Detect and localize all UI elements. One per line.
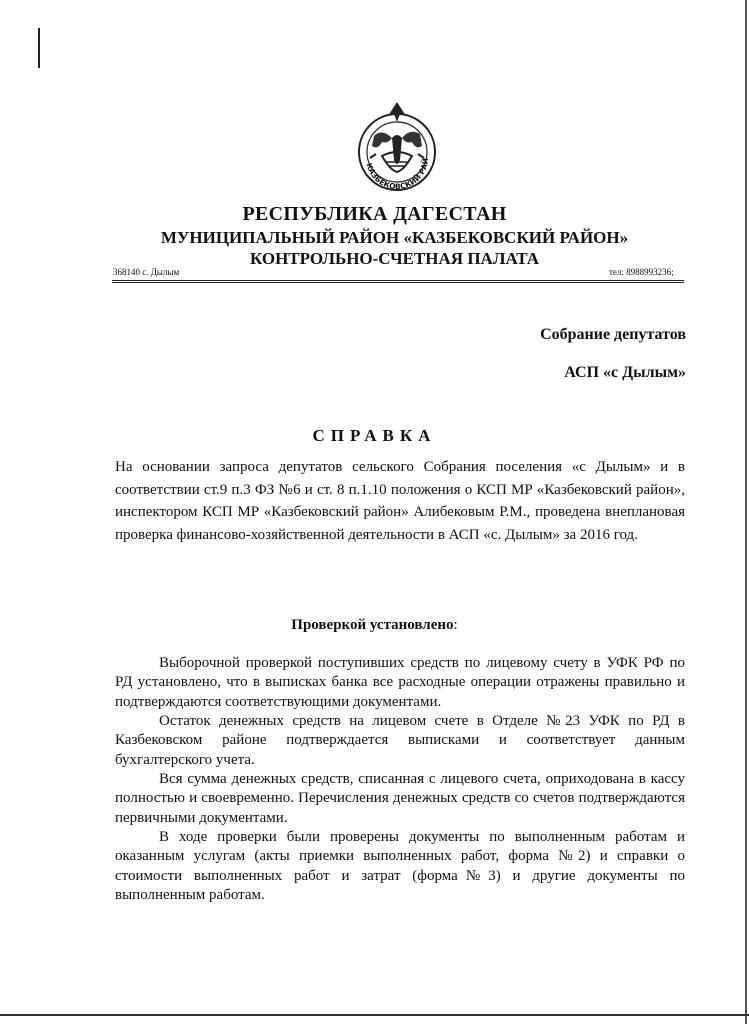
header-republic: РЕСПУБЛИКА ДАГЕСТАН	[242, 203, 507, 225]
district-emblem-icon	[352, 98, 442, 194]
body-paragraph: Остаток денежных средств на лицевом счете в Отделе №23 УФК по РД в Казбековском районе подтверждается выписками и соответствует данным бухгалтерского учета.	[115, 713, 685, 768]
recipient-line-1: Собрание депутатов	[540, 326, 686, 343]
header-district: МУНИЦИПАЛЬНЫЙ РАЙОН «КАЗБЕКОВСКИЙ РАЙОН»	[160, 228, 629, 247]
section-title-colon: :	[453, 617, 458, 633]
header-chamber: КОНТРОЛЬНО-СЧЕТНАЯ ПАЛАТА	[249, 249, 540, 268]
body-paragraph: Выборочной проверкой поступивших средств по лицевому счету в УФК РФ по РД установлено, что в выписках банка все расходные операции отражены правильно и подтверждаются соответствующими документами.	[115, 655, 685, 710]
intro-paragraph: На основании запроса депутатов сельского Собрания поселения «с Дылым» и в соответствии ст.9 п.3 ФЗ №6 и ст. 8 п.1.10 положения о КСП МР «Казбековский район», инспектором КСП МР «Казбековский район» Алибековым Р.М., проведена внеплановая проверка финансово-хозяйственной деятельности в АСП «с. Дылым» за 2016 год.	[115, 459, 685, 543]
header-address: 368140 с. Дылым	[113, 267, 180, 277]
scan-edge-bottom	[0, 1014, 749, 1016]
header-phone: тел: 8988993236;	[609, 267, 674, 277]
section-title	[0, 617, 749, 634]
body-paragraph: В ходе проверки были проверены документы по выполненным работам и оказанным услугам (акты приемки выполненных работ, форма №2) и справки о стоимости выполненных работ и затрат (форма№3) и другие документы по выполненным работам.	[115, 829, 685, 904]
section-title-text: Проверкой установлено	[291, 617, 454, 633]
document-title: СПРАВКА	[312, 426, 437, 445]
scan-mark	[38, 28, 40, 68]
body-paragraph: Вся сумма денежных средств, списанная с лицевого счета, оприходована в кассу полностью и своевременно. Перечисления денежных средств со счетов подтверждаются первичными документами.	[115, 771, 685, 826]
header-divider	[112, 280, 684, 283]
emblem-text: КАЗБЕКОВСКИЙ РАЙ	[364, 157, 431, 192]
scan-edge	[745, 0, 747, 1024]
recipient-line-2: АСП «с Дылым»	[564, 364, 686, 381]
